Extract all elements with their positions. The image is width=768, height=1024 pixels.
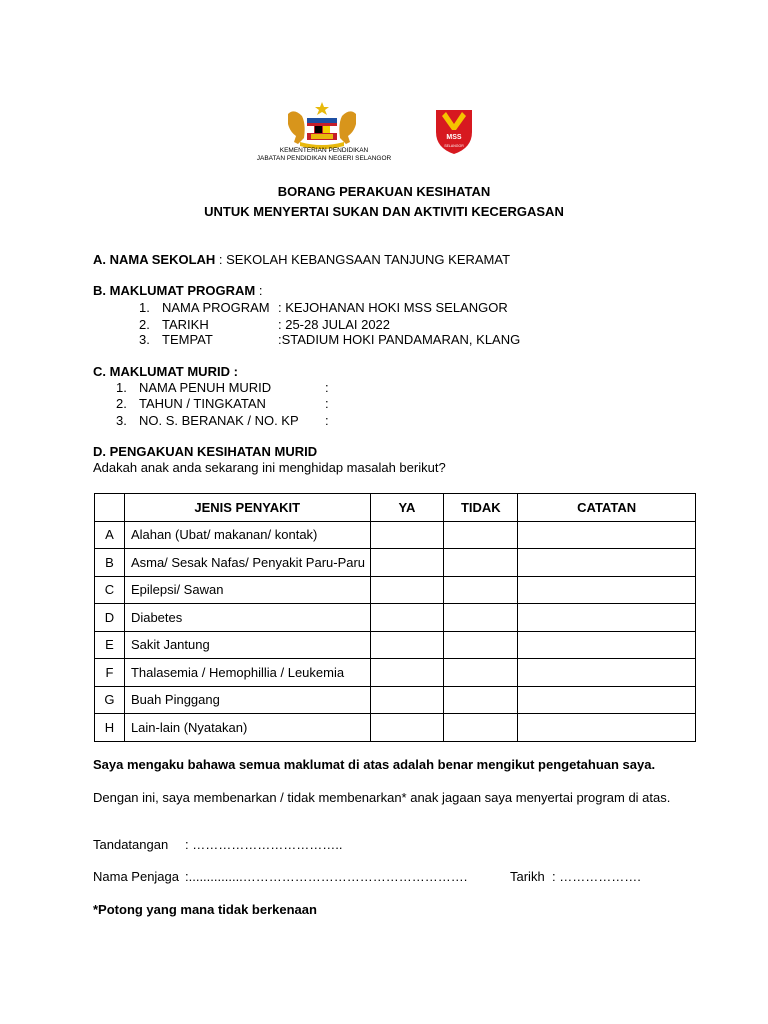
section-a	[93, 252, 510, 267]
program-num-3: 3.	[139, 332, 150, 347]
student-name-field[interactable]: :	[325, 380, 329, 395]
header-disease: JENIS PENYAKIT	[124, 494, 370, 522]
student-year-field[interactable]: :	[325, 396, 329, 411]
student-id-field[interactable]: :	[325, 413, 329, 428]
form-title: BORANG PERAKUAN KESIHATAN	[277, 184, 491, 199]
mss-selangor-logo-icon	[432, 106, 476, 156]
catatan-cell[interactable]	[518, 521, 696, 549]
date-label: Tarikh	[510, 869, 545, 884]
row-disease: Alahan (Ubat/ makanan/ kontak)	[124, 521, 370, 549]
row-disease: Thalasemia / Hemophillia / Leukemia	[124, 659, 370, 687]
table-row	[95, 521, 696, 549]
row-disease: Sakit Jantung	[124, 631, 370, 659]
table-row	[95, 714, 696, 742]
tidak-cell[interactable]	[444, 686, 518, 714]
program-date-label: TARIKH	[162, 317, 209, 332]
catatan-cell[interactable]	[518, 604, 696, 632]
row-disease: Diabetes	[124, 604, 370, 632]
row-letter: F	[95, 659, 125, 687]
section-b-label: B. MAKLUMAT PROGRAM	[93, 283, 256, 298]
header-index	[95, 494, 125, 522]
program-venue-value: :STADIUM HOKI PANDAMARAN, KLANG	[278, 332, 521, 347]
program-name-label: NAMA PROGRAM	[162, 300, 270, 315]
student-num-2: 2.	[116, 396, 127, 411]
row-disease: Lain-lain (Nyatakan)	[124, 714, 370, 742]
tidak-cell[interactable]	[444, 604, 518, 632]
table-row	[95, 659, 696, 687]
date-field[interactable]: : ……………….	[552, 869, 641, 884]
row-letter: G	[95, 686, 125, 714]
student-id-label: NO. S. BERANAK / NO. KP	[139, 413, 299, 428]
row-disease: Asma/ Sesak Nafas/ Penyakit Paru-Paru	[124, 549, 370, 577]
guardian-name-label: Nama Penjaga	[93, 869, 179, 884]
program-num-1: 1.	[139, 300, 150, 315]
svg-text:MSS: MSS	[446, 134, 462, 141]
program-num-2: 2.	[139, 317, 150, 332]
school-name-value: : SEKOLAH KEBANGSAAN TANJUNG KERAMAT	[215, 252, 511, 267]
tidak-cell[interactable]	[444, 549, 518, 577]
student-year-label: TAHUN / TINGKATAN	[139, 396, 266, 411]
row-letter: D	[95, 604, 125, 632]
catatan-cell[interactable]	[518, 659, 696, 687]
malaysia-coat-of-arms-icon	[282, 100, 362, 150]
student-num-1: 1.	[116, 380, 127, 395]
catatan-cell[interactable]	[518, 631, 696, 659]
row-disease: Buah Pinggang	[124, 686, 370, 714]
signature-field[interactable]: : ……………………………..	[185, 837, 343, 852]
program-name-value: : KEJOHANAN HOKI MSS SELANGOR	[278, 300, 508, 315]
tidak-cell[interactable]	[444, 521, 518, 549]
catatan-cell[interactable]	[518, 576, 696, 604]
footnote: *Potong yang mana tidak berkenaan	[93, 902, 317, 917]
section-a-label: A. NAMA SEKOLAH	[93, 252, 216, 267]
row-letter: E	[95, 631, 125, 659]
ya-cell[interactable]	[370, 576, 444, 604]
program-date-value: : 25-28 JULAI 2022	[278, 317, 391, 332]
tidak-cell[interactable]	[444, 576, 518, 604]
catatan-cell[interactable]	[518, 714, 696, 742]
tidak-cell[interactable]	[444, 714, 518, 742]
table-row	[95, 549, 696, 577]
section-c-label: C. MAKLUMAT MURID :	[93, 364, 238, 379]
ya-cell[interactable]	[370, 521, 444, 549]
table-row	[95, 576, 696, 604]
tidak-cell[interactable]	[444, 631, 518, 659]
section-b: B. MAKLUMAT PROGRAM :	[93, 283, 263, 298]
row-letter: C	[95, 576, 125, 604]
table-header-row	[95, 494, 696, 522]
student-name-label: NAMA PENUH MURID	[139, 380, 272, 395]
ya-cell[interactable]	[370, 714, 444, 742]
signature-label: Tandatangan	[93, 837, 169, 852]
svg-text:SELANGOR: SELANGOR	[444, 144, 464, 148]
catatan-cell[interactable]	[518, 549, 696, 577]
department-caption: JABATAN PENDIDIKAN NEGERI SELANGOR	[256, 155, 392, 162]
tidak-cell[interactable]	[444, 659, 518, 687]
header-tidak: TIDAK	[444, 494, 518, 522]
ministry-caption: KEMENTERIAN PENDIDIKAN	[279, 147, 369, 154]
ya-cell[interactable]	[370, 549, 444, 577]
ya-cell[interactable]	[370, 686, 444, 714]
permission-text: Dengan ini, saya membenarkan / tidak membenarkan* anak jagaan saya menyertai program di atas.	[93, 790, 671, 805]
row-letter: B	[95, 549, 125, 577]
row-disease: Epilepsi/ Sawan	[124, 576, 370, 604]
form-subtitle: UNTUK MENYERTAI SUKAN DAN AKTIVITI KECERGASAN	[204, 204, 564, 219]
health-declaration-table	[94, 493, 696, 742]
ya-cell[interactable]	[370, 659, 444, 687]
section-d-label: D. PENGAKUAN KESIHATAN MURID	[93, 444, 318, 459]
row-letter: H	[95, 714, 125, 742]
ya-cell[interactable]	[370, 604, 444, 632]
student-num-3: 3.	[116, 413, 127, 428]
table-row	[95, 604, 696, 632]
ya-cell[interactable]	[370, 631, 444, 659]
header-catatan: CATATAN	[518, 494, 696, 522]
guardian-name-field[interactable]: :...............…………………………………………….	[185, 869, 468, 884]
table-row	[95, 686, 696, 714]
row-letter: A	[95, 521, 125, 549]
header-ya: YA	[370, 494, 444, 522]
declaration-text: Saya mengaku bahawa semua maklumat di atas adalah benar mengikut pengetahuan saya.	[93, 757, 656, 772]
catatan-cell[interactable]	[518, 686, 696, 714]
health-question: Adakah anak anda sekarang ini menghidap masalah berikut?	[93, 460, 446, 475]
program-venue-label: TEMPAT	[162, 332, 213, 347]
table-row	[95, 631, 696, 659]
header-logos	[0, 100, 768, 170]
